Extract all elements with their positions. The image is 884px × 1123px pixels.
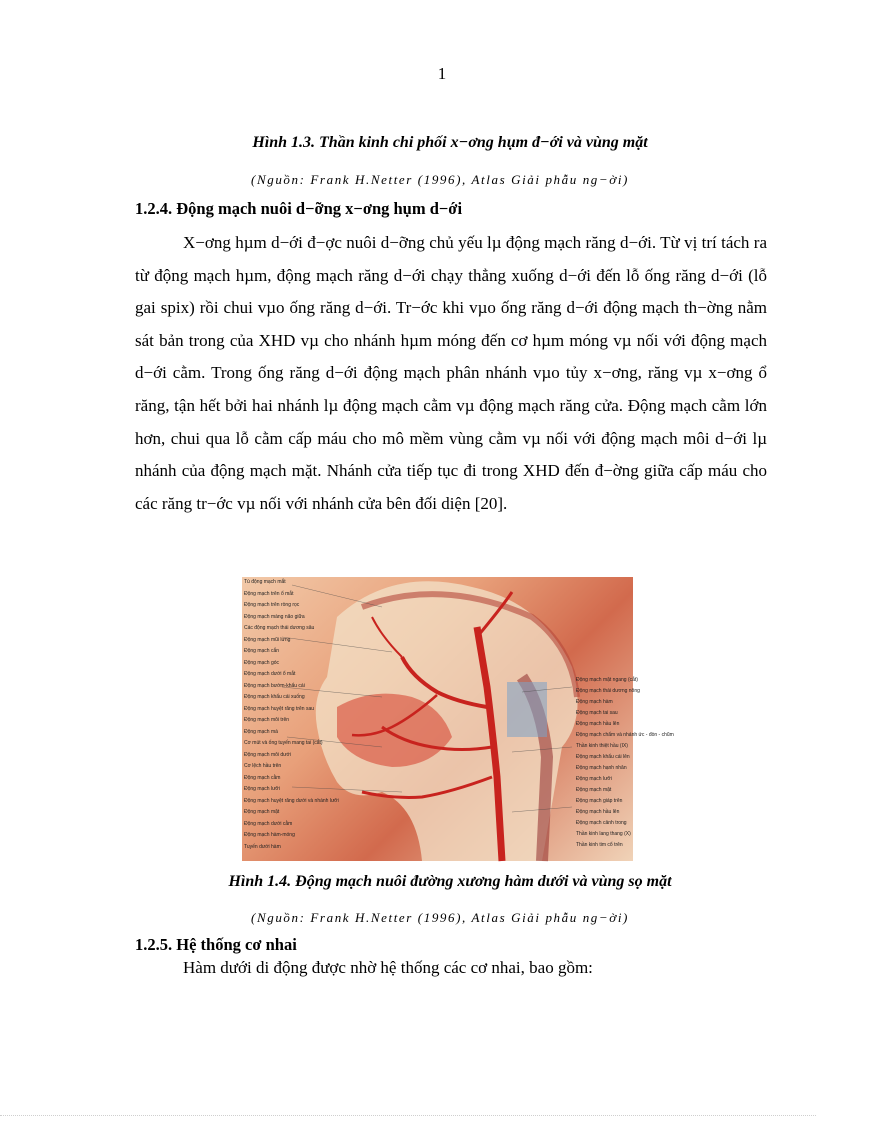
figure-label: Cơ mút và ống tuyến mang tai (cắt) xyxy=(244,740,323,746)
figure-label: Động mạch khẩu cái xuống xyxy=(244,694,305,700)
section-1-2-5-intro: Hàm dưới di động được nhờ hệ thống các cơ nhai, bao gồm: xyxy=(183,958,593,977)
head-neck-arteries-drawing xyxy=(242,577,633,861)
figure-label: Động mạch trên ròng rọc xyxy=(244,602,300,608)
figure-label: Động mạch cằm xyxy=(244,774,281,781)
section-1-2-5-heading: 1.2.5. Hệ thống cơ nhai xyxy=(135,935,297,954)
figure-label: Động mạch bướm-khẩu cái xyxy=(244,682,305,689)
figure-label: Thần kinh tim cổ trên xyxy=(576,842,623,848)
figure-label: Động mạch hầu lên xyxy=(576,721,620,727)
figure-label: Động mạch lưỡi xyxy=(244,786,280,792)
figure-label: Động mạch cảnh trong xyxy=(576,820,627,826)
figure-label: Động mạch lưỡi xyxy=(576,776,612,782)
figure-label: Động mạch góc xyxy=(244,659,280,666)
figure-label: Động mạch dưới cằm xyxy=(244,820,293,827)
figure-label: Động mạch hàm-móng xyxy=(244,832,295,838)
figure-label: Động mạch hàm xyxy=(576,699,613,705)
section-1-2-4-paragraph xyxy=(135,227,767,520)
figure-label: Động mạch cắn xyxy=(244,648,280,654)
figure-label: Động mạch mũi lưng xyxy=(244,636,291,643)
figure-label: Tuyến dưới hàm xyxy=(244,843,281,850)
figure-1-4-caption: Hình 1.4. Động mạch nuôi đường xương hàm dưới và vùng sọ mặt xyxy=(228,873,672,890)
figure-label: Động mạch màng não giữa xyxy=(244,613,305,620)
figure-label: Động mạch mặt xyxy=(244,809,280,815)
figure-label: Động mạch huyệt răng trên sau xyxy=(244,705,315,712)
paragraph-text: X−ơng hµm d−ới đ−ợc nuôi d−ỡng chủ yếu lµ động mạch răng d−ới. Từ vị trí tách ra từ động mạch hµm, động mạch răng d−ới chạy thẳng xuống d−ới đến lỗ ống răng d−ới (lỗ gai spix) rồi chui vµo ống răng d−ới. Tr−ớc khi vµo ống răng d−ới động mạch th−ờng nằm sát bản trong của XHD vµ cho nhánh hµm móng đến cơ hµm móng vµ nối với động mạch d−ới cằm. Trong ống răng d−ới động mạch phân nhánh vµo tủy x−ơng, răng vµ x−ơng ổ răng, tận hết bởi hai nhánh lµ động mạch cằm vµ động mạch răng cửa. Động mạch cằm lớn hơn, chui qua lỗ cằm cấp máu cho mô mềm vùng cằm vµ nối với động mạch môi d−ới lµ nhánh của động mạch mặt. Nhánh cửa tiếp tục đi trong XHD đến đ−ờng giữa cấp máu cho các răng tr−ớc vµ nối với nhánh cửa bên đối diện [20]. xyxy=(135,233,767,513)
page-bottom-divider xyxy=(0,1115,816,1116)
figure-label: Động mạch thái dương nông xyxy=(576,688,640,694)
figure-label: Động mạch trên ổ mắt xyxy=(244,590,294,597)
figure-label: Động mạch dưới ổ mắt xyxy=(244,671,296,677)
page-number: 1 xyxy=(437,64,447,83)
figure-label: Động mạch hầu lên xyxy=(576,809,620,815)
figure-label: Động mạch môi trên xyxy=(244,717,290,723)
figure-label: Động mạch huyệt răng dưới và nhánh lưỡi xyxy=(244,797,339,804)
figure-label: Động mạch môi dưới xyxy=(244,751,291,758)
figure-label: Động mạch tai sau xyxy=(576,710,618,716)
figure-label: Động mạch mặt ngang (cắt) xyxy=(576,677,638,683)
figure-1-4-source: (Nguồn: Frank H.Netter (1996), Atlas Giải phẫu ng−ời) xyxy=(251,910,629,925)
figure-label: Tù động mạch mắt xyxy=(244,579,286,585)
figure-label: Thần kinh thiệt hầu (IX) xyxy=(576,743,628,749)
figure-label: Thần kinh lang thang (X) xyxy=(576,831,631,837)
figure-label: Động mạch hạnh nhân xyxy=(576,765,627,771)
section-1-2-4-heading: 1.2.4. Động mạch nuôi d−ỡng x−ơng hụm d−ới xyxy=(135,199,463,218)
figure-label: Các động mạch thái dương sâu xyxy=(244,625,315,631)
figure-label: Động mạch má xyxy=(244,728,278,735)
figure-label: Động mạch chẩm và nhánh ức - đòn - chũm xyxy=(576,732,674,738)
figure-label: Động mạch giáp trên xyxy=(576,798,623,804)
anatomy-illustration xyxy=(242,577,674,861)
figure-1-3-source: (Nguồn: Frank H.Netter (1996), Atlas Giải phẫu ng−ời) xyxy=(251,172,629,187)
figure-1-3-caption: Hình 1.3. Thần kinh chi phối x−ơng hụm đ−ới và vùng mặt xyxy=(252,134,648,151)
figure-label: Động mạch khẩu cái lên xyxy=(576,754,630,760)
figure-label: Động mạch mặt xyxy=(576,787,612,793)
figure-label: Cơ lệch hầu trên xyxy=(244,763,282,769)
